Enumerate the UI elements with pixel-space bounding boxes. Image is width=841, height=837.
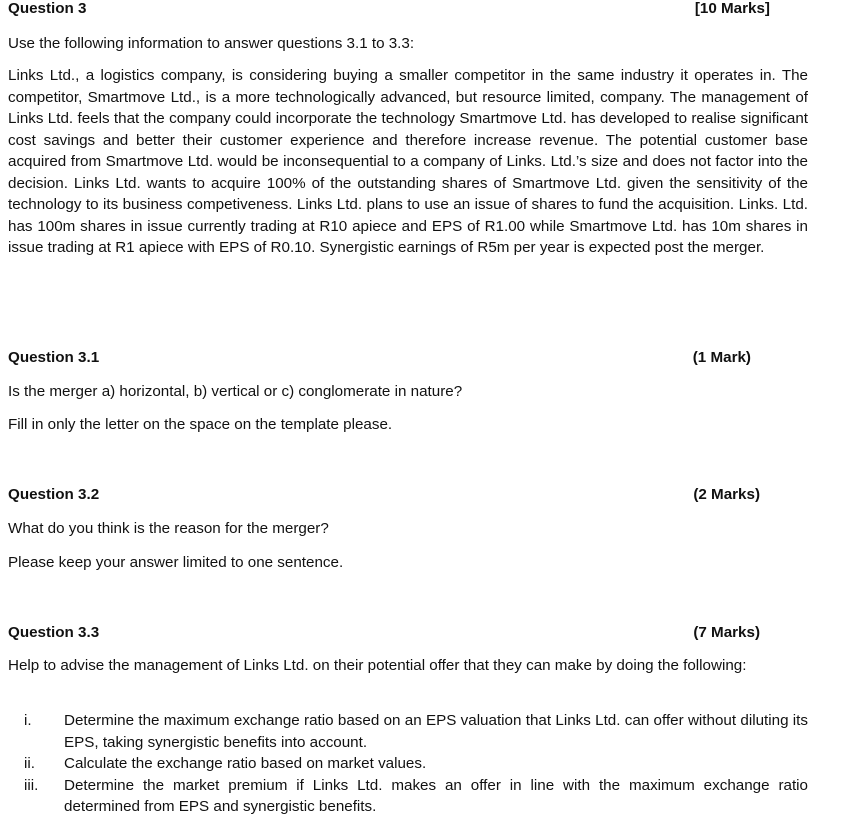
question-3-marks: [10 Marks] xyxy=(694,0,770,17)
question-3-intro: Use the following information to answer questions 3.1 to 3.3: xyxy=(8,35,415,52)
list-item xyxy=(8,753,808,775)
list-item-number: iii. xyxy=(24,776,39,794)
question-3-1-heading xyxy=(8,349,751,367)
question-3-1-instruction: Fill in only the letter on the space on the template please. xyxy=(8,416,393,433)
question-3-3-heading xyxy=(8,624,760,642)
list-item-text: Determine the maximum exchange ratio based on an EPS valuation that Links Ltd. can offer without diluting its EPS, taking synergistic benefits into account. xyxy=(64,712,808,751)
question-3-2-title: Question 3.2 xyxy=(8,486,100,503)
question-3-case-text: Links Ltd., a logistics company, is considering buying a smaller competitor in the same industry it operates in. The competitor, Smartmove Ltd., is a more technologically advanced, but resource limited, company. The management of Links Ltd. feels that the company could incorporate the technology Smartmove Ltd. has developed to realise significant cost savings and better their customer experience and therefore increase revenue. The potential customer base acquired from Smartmove Ltd. would be inconsequential to a company of Links. Ltd.’s size and does not factor into the decision. Links Ltd. wants to acquire 100% of the outstanding shares of Smartmove Ltd. given the sensitivity of the technology to its business competiveness. Links Ltd. plans to use an issue of shares to fund the acquisition. Links. Ltd. has 100m shares in issue currently trading at R10 apiece and EPS of R1.00 while Smartmove Ltd. has 10m shares in issue trading at R1 apiece with EPS of R0.10. Synergistic earnings of R5m per year is expected post the merger. xyxy=(8,67,808,256)
question-3-1-text: Is the merger a) horizontal, b) vertical or c) conglomerate in nature? xyxy=(8,383,463,400)
question-3-3-list xyxy=(8,710,808,818)
question-3-2-instruction: Please keep your answer limited to one sentence. xyxy=(8,554,344,571)
question-3-heading xyxy=(8,0,770,18)
question-3-3-marks: (7 Marks) xyxy=(693,624,760,641)
question-3-2-marks: (2 Marks) xyxy=(693,486,760,503)
question-3-2-text: What do you think is the reason for the merger? xyxy=(8,520,329,537)
question-3-1-title: Question 3.1 xyxy=(8,349,100,366)
question-3-2-heading xyxy=(8,486,760,504)
question-3-3-intro: Help to advise the management of Links Ltd. on their potential offer that they can make by doing the following: xyxy=(8,657,747,674)
list-item xyxy=(8,775,808,818)
list-item-text: Determine the market premium if Links Ltd. makes an offer in line with the maximum exchange ratio determined from EPS and synergistic benefits. xyxy=(64,776,808,815)
list-item-number: i. xyxy=(24,712,32,729)
list-item xyxy=(8,710,808,753)
question-3-title: Question 3 xyxy=(8,0,87,17)
list-item-text: Calculate the exchange ratio based on market values. xyxy=(64,755,427,772)
question-3-1-marks: (1 Mark) xyxy=(692,349,751,366)
list-item-number: ii. xyxy=(24,755,35,772)
question-3-3-title: Question 3.3 xyxy=(8,624,100,641)
